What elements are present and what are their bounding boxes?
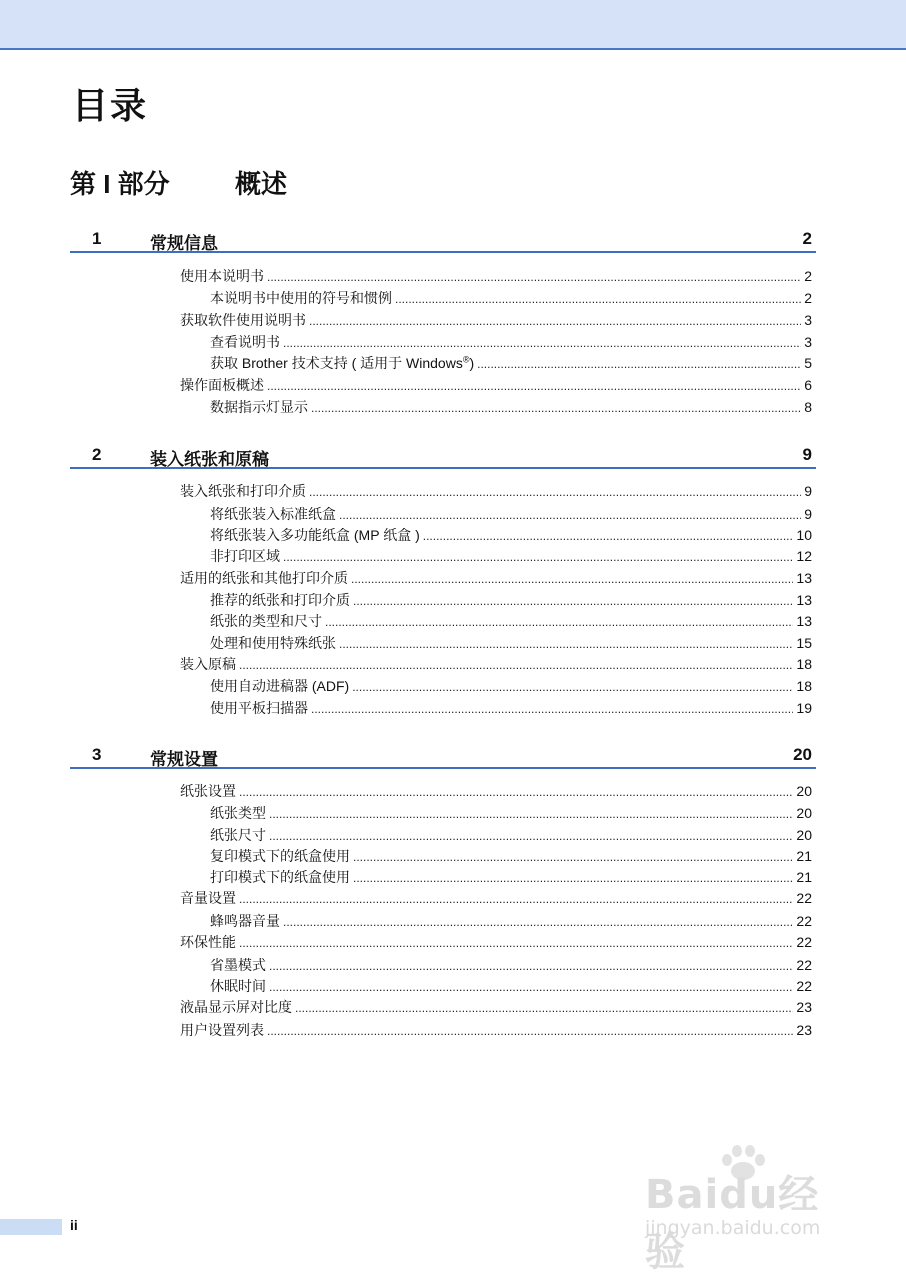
dot-leader	[309, 482, 801, 502]
toc-entry[interactable]	[210, 676, 812, 696]
toc-entry-page: 5	[804, 355, 812, 371]
toc-entry[interactable]	[180, 266, 812, 286]
toc-entry-text: 用户设置列表	[180, 1022, 264, 1038]
toc-entry-page: 22	[796, 957, 812, 973]
toc-entry-text: 使用平板扫描器	[210, 700, 308, 716]
toc-entry-text-main: 获取 Brother 技术支持 ( 适用于 Windows	[210, 355, 463, 371]
toc-entry-page: 23	[796, 1022, 812, 1038]
dot-leader	[269, 804, 793, 824]
toc-entry-page: 22	[796, 890, 812, 906]
toc-entry-text: 推荐的纸张和打印介质	[210, 592, 350, 608]
toc-entry-text: 装入纸张和打印介质	[180, 483, 306, 499]
footer-page-number: ii	[70, 1217, 78, 1233]
dot-leader	[353, 847, 793, 867]
dot-leader	[269, 826, 793, 846]
dot-leader	[283, 912, 793, 932]
toc-entry-text: 将纸张装入标准纸盒	[210, 506, 336, 522]
toc-entry-page: 22	[796, 978, 812, 994]
dot-leader	[311, 398, 801, 418]
dot-leader	[239, 655, 793, 675]
toc-entry[interactable]	[210, 288, 812, 308]
part-label: 第 I 部分	[70, 169, 170, 199]
part-heading	[70, 164, 287, 201]
toc-entry-page: 3	[804, 312, 812, 328]
toc-entry-text: 获取软件使用说明书	[180, 312, 306, 328]
dot-leader	[353, 868, 793, 888]
chapter-heading-1[interactable]	[70, 229, 816, 253]
toc-entry-page: 22	[796, 913, 812, 929]
toc-entry[interactable]	[210, 525, 812, 545]
toc-entry[interactable]	[180, 932, 812, 952]
toc-entry-page: 9	[804, 506, 812, 522]
dot-leader	[311, 699, 793, 719]
toc-entry-page: 13	[796, 613, 812, 629]
toc-entry-text	[210, 353, 474, 373]
toc-entry[interactable]	[210, 698, 812, 718]
toc-entry-page: 9	[804, 483, 812, 499]
dot-leader	[395, 289, 801, 309]
toc-entry-page: 8	[804, 399, 812, 415]
toc-entry-page: 2	[804, 290, 812, 306]
watermark-url: jingyan.baidu.com	[645, 1217, 821, 1239]
toc-entry-text: 液晶显示屏对比度	[180, 999, 292, 1015]
toc-entry[interactable]	[210, 611, 812, 631]
toc-entry-text: 音量设置	[180, 890, 236, 906]
toc-entry-page: 3	[804, 334, 812, 350]
chapter-title: 装入纸张和原稿	[150, 450, 269, 469]
dot-leader	[239, 933, 793, 953]
toc-entry-page: 20	[796, 805, 812, 821]
toc-entry-page: 22	[796, 934, 812, 950]
toc-entry[interactable]	[210, 504, 812, 524]
toc-entry-text: 打印模式下的纸盒使用	[210, 869, 350, 885]
toc-entry-text: 纸张类型	[210, 805, 266, 821]
toc-entry-page: 13	[796, 592, 812, 608]
toc-entry[interactable]	[210, 397, 812, 417]
part-title: 概述	[235, 169, 288, 199]
dot-leader	[239, 782, 793, 802]
chapter-heading-3[interactable]	[70, 745, 816, 769]
toc-entry-text: 将纸张装入多功能纸盒 (MP 纸盒 )	[210, 527, 420, 543]
page-title: 目录	[72, 85, 149, 126]
toc-entry[interactable]	[210, 955, 812, 975]
toc-entry[interactable]	[210, 546, 812, 566]
baidu-watermark	[645, 1145, 855, 1275]
toc-entry[interactable]	[180, 375, 812, 395]
toc-entry-text: 非打印区域	[210, 548, 280, 564]
footer-accent-bar	[0, 1219, 62, 1235]
toc-entry[interactable]	[210, 825, 812, 845]
toc-entry-text: 数据指示灯显示	[210, 399, 308, 415]
toc-entry-text: 蜂鸣器音量	[210, 913, 280, 929]
dot-leader	[267, 267, 801, 287]
chapter-number: 3	[92, 745, 102, 764]
toc-entry[interactable]	[210, 332, 812, 352]
chapter-page: 2	[802, 229, 812, 248]
registered-mark: ®	[462, 354, 470, 365]
toc-entry-page: 15	[796, 635, 812, 651]
toc-entry[interactable]	[180, 888, 812, 908]
toc-entry-text: 使用自动进稿器 (ADF)	[210, 678, 350, 694]
toc-entry[interactable]	[210, 846, 812, 866]
toc-entry-text: 适用的纸张和其他打印介质	[180, 570, 348, 586]
toc-entry-text: 省墨模式	[210, 957, 266, 973]
dot-leader	[269, 956, 793, 976]
toc-entry-text-tail: )	[469, 355, 475, 371]
toc-entry-page: 21	[796, 848, 812, 864]
chapter-title: 常规信息	[150, 234, 218, 253]
watermark-brand: Baidu经验	[645, 1172, 820, 1275]
toc-entry[interactable]	[210, 911, 812, 931]
toc-entry-text: 查看说明书	[210, 334, 280, 350]
toc-entry-page: 21	[796, 869, 812, 885]
toc-entry-text: 纸张的类型和尺寸	[210, 613, 322, 629]
toc-entry-page: 6	[804, 377, 812, 393]
toc-entry-text: 装入原稿	[180, 656, 236, 672]
toc-entry-text: 使用本说明书	[180, 268, 264, 284]
toc-entry[interactable]	[180, 997, 812, 1017]
dot-leader	[309, 311, 801, 331]
toc-entry-page: 20	[796, 783, 812, 799]
toc-entry-page: 20	[796, 827, 812, 843]
toc-entry-text: 复印模式下的纸盒使用	[210, 848, 350, 864]
chapter-heading-2[interactable]	[70, 445, 816, 469]
toc-entry-text: 休眠时间	[210, 978, 266, 994]
toc-entry-text: 处理和使用特殊纸张	[210, 635, 336, 651]
toc-entry-text: 本说明书中使用的符号和惯例	[210, 290, 392, 306]
dot-leader	[283, 333, 801, 353]
dot-leader	[339, 505, 801, 525]
chapter-title: 常规设置	[150, 750, 218, 769]
toc-entry-page: 18	[796, 678, 812, 694]
toc-entry[interactable]	[210, 976, 812, 996]
top-header-bar	[0, 0, 906, 50]
toc-entry-page: 12	[796, 548, 812, 564]
chapter-number: 1	[92, 229, 102, 248]
dot-leader	[239, 889, 793, 909]
dot-leader	[477, 354, 801, 374]
dot-leader	[423, 526, 794, 546]
toc-entry-text: 环保性能	[180, 934, 236, 950]
dot-leader	[339, 634, 793, 654]
toc-entry[interactable]	[180, 310, 812, 330]
toc-entry[interactable]	[180, 481, 812, 501]
toc-entry[interactable]	[210, 803, 812, 823]
chapter-page: 20	[793, 745, 812, 764]
toc-entry-page: 23	[796, 999, 812, 1015]
toc-entry-text: 操作面板概述	[180, 377, 264, 393]
toc-entry-page: 19	[796, 700, 812, 716]
dot-leader	[325, 612, 793, 632]
toc-entry[interactable]	[180, 568, 812, 588]
dot-leader	[269, 977, 793, 997]
toc-entry-page: 10	[796, 527, 812, 543]
dot-leader	[352, 677, 793, 697]
toc-entry[interactable]	[210, 867, 812, 887]
dot-leader	[267, 1021, 793, 1041]
toc-entry[interactable]	[180, 781, 812, 801]
toc-entry-page: 13	[796, 570, 812, 586]
dot-leader	[283, 547, 793, 567]
dot-leader	[351, 569, 793, 589]
toc-entry-page: 18	[796, 656, 812, 672]
toc-entry[interactable]	[210, 633, 812, 653]
dot-leader	[295, 998, 793, 1018]
chapter-number: 2	[92, 445, 102, 464]
toc-entry-text: 纸张尺寸	[210, 827, 266, 843]
toc-entry[interactable]	[180, 1020, 812, 1040]
toc-entry[interactable]	[210, 590, 812, 610]
dot-leader	[267, 376, 801, 396]
dot-leader	[353, 591, 793, 611]
toc-entry-text: 纸张设置	[180, 783, 236, 799]
toc-entry[interactable]	[180, 654, 812, 674]
chapter-page: 9	[802, 445, 812, 464]
toc-entry-page: 2	[804, 268, 812, 284]
toc-entry[interactable]	[210, 353, 812, 373]
